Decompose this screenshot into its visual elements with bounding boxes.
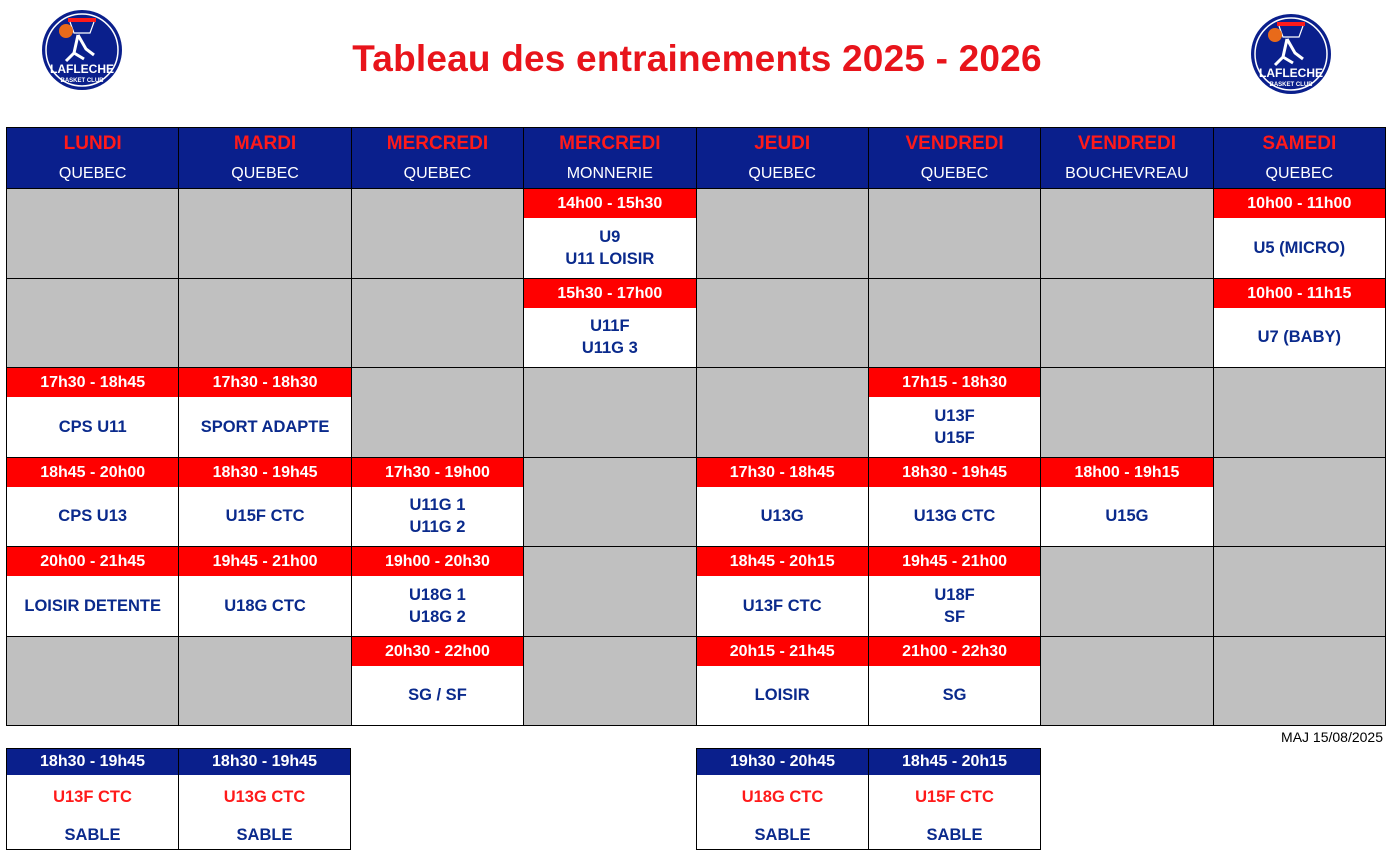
team-name: U7 (BABY) bbox=[1257, 328, 1342, 346]
slot-time: 19h45 - 21h00 bbox=[179, 547, 350, 576]
team-name: U11G 2 bbox=[409, 518, 466, 536]
extra-session bbox=[179, 749, 351, 850]
slot-time: 19h00 - 20h30 bbox=[352, 547, 523, 576]
team-name: SF bbox=[944, 607, 966, 626]
slot-time: 18h00 - 19h15 bbox=[1041, 458, 1212, 487]
training-slot bbox=[868, 636, 1040, 726]
slot-time: 17h30 - 18h45 bbox=[7, 368, 178, 397]
slot-time: 17h30 - 18h45 bbox=[697, 458, 868, 487]
slot-time: 18h45 - 20h15 bbox=[697, 547, 868, 576]
extra-team: U13F CTC bbox=[53, 788, 132, 806]
training-slot bbox=[7, 368, 179, 458]
column-header bbox=[524, 128, 696, 189]
slot-teams bbox=[869, 666, 1040, 725]
training-slot bbox=[868, 457, 1040, 547]
team-name: U13F bbox=[934, 406, 975, 425]
column-day: JEUDI bbox=[754, 133, 811, 154]
team-name: U15G bbox=[1105, 507, 1149, 525]
slot-teams bbox=[179, 397, 350, 456]
slot-time: 17h15 - 18h30 bbox=[869, 368, 1040, 397]
slot-teams bbox=[7, 487, 178, 546]
extra-team: U18G CTC bbox=[741, 788, 824, 806]
slot-time: 20h00 - 21h45 bbox=[7, 547, 178, 576]
extra-place: SABLE bbox=[754, 826, 811, 844]
slot-teams bbox=[352, 666, 523, 725]
extra-time: 18h30 - 19h45 bbox=[7, 749, 178, 775]
empty-slot bbox=[1213, 368, 1385, 458]
training-slot bbox=[524, 278, 696, 368]
team-name: SG bbox=[942, 686, 967, 704]
empty-slot bbox=[868, 278, 1040, 368]
slot-time: 17h30 - 19h00 bbox=[352, 458, 523, 487]
slot-time: 18h30 - 19h45 bbox=[869, 458, 1040, 487]
team-name: U18G 2 bbox=[409, 607, 466, 626]
team-name: U13G CTC bbox=[913, 507, 996, 525]
team-name: U11G 1 bbox=[409, 496, 466, 514]
training-slot bbox=[524, 189, 696, 279]
extra-session bbox=[869, 749, 1041, 850]
column-day: MERCREDI bbox=[559, 133, 661, 154]
slot-row bbox=[7, 189, 1386, 279]
column-location: MONNERIE bbox=[566, 165, 653, 182]
training-slot bbox=[7, 457, 179, 547]
empty-slot bbox=[7, 189, 179, 279]
extra-team: U15F CTC bbox=[915, 788, 994, 806]
empty-slot bbox=[179, 189, 351, 279]
column-header bbox=[1213, 128, 1385, 189]
slot-time: 18h45 - 20h00 bbox=[7, 458, 178, 487]
extra-team: U13G CTC bbox=[223, 788, 306, 806]
slot-teams bbox=[1214, 308, 1385, 367]
empty-slot bbox=[179, 278, 351, 368]
empty-slot bbox=[351, 189, 523, 279]
training-slot bbox=[179, 368, 351, 458]
slot-teams bbox=[697, 576, 868, 635]
training-slot bbox=[179, 457, 351, 547]
team-name: U18G CTC bbox=[224, 596, 306, 615]
slot-row bbox=[7, 278, 1386, 368]
slot-time: 14h00 - 15h30 bbox=[524, 189, 695, 218]
column-location: BOUCHEVREAU bbox=[1065, 165, 1189, 182]
team-name: U18F bbox=[934, 585, 975, 604]
training-slot bbox=[1041, 457, 1213, 547]
empty-slot bbox=[351, 278, 523, 368]
empty-slot bbox=[179, 636, 351, 726]
logo-text-right: LAFLECHE bbox=[1259, 66, 1323, 80]
empty-slot bbox=[1213, 636, 1385, 726]
empty-slot bbox=[524, 368, 696, 458]
team-name: CPS U11 bbox=[58, 417, 127, 436]
slot-row bbox=[7, 547, 1386, 637]
training-slot bbox=[868, 547, 1040, 637]
column-day: VENDREDI bbox=[1077, 133, 1177, 154]
column-location: QUEBEC bbox=[920, 165, 989, 182]
team-name: U5 (MICRO) bbox=[1253, 238, 1346, 257]
column-location: QUEBEC bbox=[231, 165, 299, 182]
extra-sessions-right bbox=[696, 748, 1041, 850]
slot-teams bbox=[1041, 487, 1212, 546]
empty-slot bbox=[1213, 547, 1385, 637]
slot-teams bbox=[869, 397, 1040, 456]
extra-time: 18h30 - 19h45 bbox=[179, 749, 350, 775]
empty-slot bbox=[7, 278, 179, 368]
column-header bbox=[1041, 128, 1213, 189]
slot-teams bbox=[7, 576, 178, 635]
extra-time: 18h45 - 20h15 bbox=[869, 749, 1040, 775]
page-title: Tableau des entrainements 2025 - 2026 bbox=[352, 38, 1042, 79]
empty-slot bbox=[1041, 547, 1213, 637]
logo-text-left: LAFLECHE bbox=[50, 62, 114, 76]
empty-slot bbox=[1041, 368, 1213, 458]
empty-slot bbox=[696, 278, 868, 368]
column-day: LUNDI bbox=[63, 133, 122, 154]
empty-slot bbox=[524, 547, 696, 637]
slot-time: 18h30 - 19h45 bbox=[179, 458, 350, 487]
team-name: U18G 1 bbox=[409, 585, 466, 604]
team-name: U15F bbox=[934, 428, 975, 447]
team-name: LOISIR DETENTE bbox=[24, 596, 161, 615]
training-slot bbox=[696, 547, 868, 637]
column-day: VENDREDI bbox=[905, 133, 1004, 154]
extra-place: SABLE bbox=[64, 826, 121, 844]
team-name: U15F CTC bbox=[225, 507, 305, 525]
empty-slot bbox=[696, 368, 868, 458]
slot-time: 10h00 - 11h15 bbox=[1214, 279, 1385, 308]
slot-time: 20h30 - 22h00 bbox=[352, 637, 523, 666]
slot-teams bbox=[524, 218, 695, 277]
slot-teams bbox=[697, 666, 868, 725]
column-header bbox=[179, 128, 351, 189]
training-slot bbox=[351, 636, 523, 726]
logo-subtext-right: BASKET CLUB bbox=[1269, 82, 1313, 88]
slot-teams bbox=[697, 487, 868, 546]
training-slot bbox=[351, 547, 523, 637]
training-slot bbox=[696, 636, 868, 726]
empty-slot bbox=[868, 189, 1040, 279]
column-header bbox=[351, 128, 523, 189]
training-slot bbox=[7, 547, 179, 637]
slot-teams bbox=[352, 576, 523, 635]
empty-slot bbox=[524, 457, 696, 547]
team-name: U9 bbox=[599, 227, 621, 246]
slot-row bbox=[7, 457, 1386, 547]
slot-time: 19h45 - 21h00 bbox=[869, 547, 1040, 576]
slot-time: 10h00 - 11h00 bbox=[1214, 189, 1385, 218]
update-date: MAJ 15/08/2025 bbox=[1281, 729, 1383, 745]
slot-teams bbox=[869, 576, 1040, 635]
slot-teams bbox=[524, 308, 695, 367]
extra-session bbox=[7, 749, 179, 850]
column-header bbox=[696, 128, 868, 189]
team-name: CPS U13 bbox=[58, 507, 128, 525]
team-name: U11F bbox=[590, 317, 630, 335]
logo-subtext-left: BASKET CLUB bbox=[60, 78, 104, 84]
training-slot bbox=[351, 457, 523, 547]
empty-slot bbox=[1041, 189, 1213, 279]
empty-slot bbox=[1041, 636, 1213, 726]
slot-time: 17h30 - 18h30 bbox=[179, 368, 350, 397]
extra-time: 19h30 - 20h45 bbox=[697, 749, 868, 775]
slot-teams bbox=[1214, 218, 1385, 277]
slot-teams bbox=[352, 487, 523, 546]
team-name: U13F CTC bbox=[742, 596, 822, 615]
team-name: SG / SF bbox=[408, 686, 467, 704]
empty-slot bbox=[1213, 457, 1385, 547]
slot-time: 20h15 - 21h45 bbox=[697, 637, 868, 666]
team-name: U13G bbox=[760, 507, 804, 525]
slot-row bbox=[7, 636, 1386, 726]
slot-teams bbox=[179, 487, 350, 546]
training-slot bbox=[179, 547, 351, 637]
team-name: U11G 3 bbox=[581, 339, 638, 357]
column-header bbox=[868, 128, 1040, 189]
column-location: QUEBEC bbox=[748, 165, 816, 182]
team-name: SPORT ADAPTE bbox=[200, 417, 330, 436]
header-row bbox=[7, 128, 1386, 189]
empty-slot bbox=[7, 636, 179, 726]
team-name: LOISIR bbox=[754, 686, 810, 704]
slot-teams bbox=[869, 487, 1040, 546]
empty-slot bbox=[351, 368, 523, 458]
training-schedule-table bbox=[6, 127, 1386, 726]
empty-slot bbox=[1041, 278, 1213, 368]
column-day: SAMEDI bbox=[1262, 133, 1337, 154]
empty-slot bbox=[524, 636, 696, 726]
training-slot bbox=[696, 457, 868, 547]
column-header bbox=[7, 128, 179, 189]
column-day: MERCREDI bbox=[386, 133, 489, 154]
slot-time: 15h30 - 17h00 bbox=[524, 279, 695, 308]
column-day: MARDI bbox=[233, 133, 297, 154]
training-slot bbox=[1213, 189, 1385, 279]
training-slot bbox=[868, 368, 1040, 458]
extra-place: SABLE bbox=[236, 826, 293, 844]
column-location: QUEBEC bbox=[1265, 165, 1334, 182]
slot-time: 21h00 - 22h30 bbox=[869, 637, 1040, 666]
column-location: QUEBEC bbox=[58, 165, 127, 182]
slot-teams bbox=[179, 576, 350, 635]
extra-sessions-left bbox=[6, 748, 351, 850]
training-slot bbox=[1213, 278, 1385, 368]
team-name: U11 LOISIR bbox=[565, 249, 655, 268]
column-location: QUEBEC bbox=[403, 165, 472, 182]
extra-session bbox=[697, 749, 869, 850]
slot-teams bbox=[7, 397, 178, 456]
empty-slot bbox=[696, 189, 868, 279]
slot-row bbox=[7, 368, 1386, 458]
extra-place: SABLE bbox=[926, 826, 983, 844]
